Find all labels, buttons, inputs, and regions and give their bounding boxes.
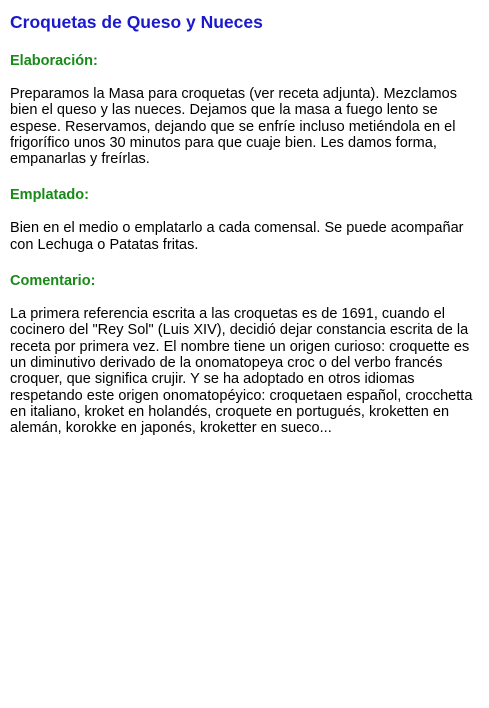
page-title: Croquetas de Queso y Nueces: [10, 12, 263, 32]
section-body-elaboracion: Preparamos la Masa para croquetas (ver receta adjunta). Mezclamos bien el queso y las nueces. Dejamos que la masa a fuego lento se espese. Reservamos, dejando que se enfríe incluso metiéndola en el frigorífico unos 30 minutos para que cuaje bien. Les damos forma, empanarlas y freírlas.: [10, 86, 457, 168]
section-emplatado: [10, 186, 480, 253]
section-body-emplatado: Bien en el medio o emplatarlo a cada comensal. Se puede acompañar con Lechuga o Patatas fritas.: [10, 220, 464, 253]
section-heading-comentario: Comentario:: [10, 273, 96, 290]
section-heading-emplatado: Emplatado:: [10, 187, 89, 204]
section-comentario: [10, 272, 480, 436]
section-elaboracion: [10, 52, 480, 167]
section-body-comentario: La primera referencia escrita a las croquetas es de 1691, cuando el cocinero del "Rey Sol" (Luis XIV), decidió dejar constancia escrita de la receta por primera vez. El nombre tiene un origen curioso: croquette es un diminutivo derivado de la onomatopeya croc o del verbo francés croquer, que significa crujir. Y se ha adoptado en otros idiomas respetando este origen onomatopéyico: croquetaen español, crocchetta en italiano, kroket en holandés, croquete en portugués, kroketten en alemán, korokke en japonés, kroketter en sueco...: [10, 306, 473, 437]
recipe-page: [10, 12, 480, 436]
section-heading-elaboracion: Elaboración:: [10, 53, 98, 69]
